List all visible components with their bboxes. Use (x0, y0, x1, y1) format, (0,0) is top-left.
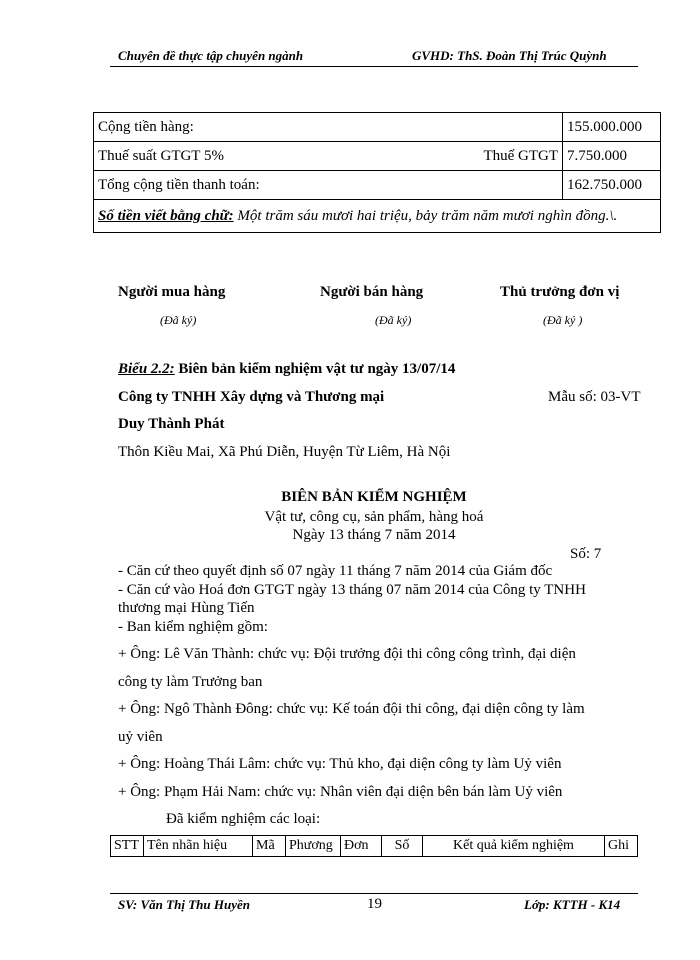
col-code: Mã (253, 836, 286, 857)
report-number: Số: 7 (570, 546, 602, 562)
signature-seller-note: (Đã ký) (375, 313, 412, 327)
header-right: GVHD: ThS. Đoàn Thị Trúc Quỳnh (412, 48, 607, 63)
vat-value: 7.750.000 (563, 142, 661, 171)
signature-buyer-note: (Đã ký) (160, 313, 197, 327)
amount-in-words-value: Một trăm sáu mươi hai triệu, bảy trăm năm mươi nghìn đồng.\. (233, 208, 618, 224)
footer-student: SV: Văn Thị Thu Huyền (118, 897, 250, 912)
company-address: Thôn Kiều Mai, Xã Phú Diễn, Huyện Từ Liêm, Hà Nội (118, 444, 451, 460)
inspection-table (110, 835, 638, 857)
amount-in-words-cell (94, 200, 661, 233)
signature-seller-title: Người bán hàng (320, 284, 424, 300)
vat-row (94, 142, 661, 171)
vat-label: Thuế GTGT (483, 147, 558, 164)
vat-cell (94, 142, 563, 171)
header-rule (110, 66, 638, 67)
total-label: Tổng cộng tiền thanh toán: (94, 171, 563, 200)
exhibit-heading (118, 361, 455, 378)
col-stt: STT (111, 836, 144, 857)
col-result: Kết quả kiểm nghiệm (423, 836, 605, 857)
signature-buyer-title: Người mua hàng (118, 284, 226, 300)
header-left: Chuyên đề thực tập chuyên ngành (118, 48, 304, 63)
member-2-line1: + Ông: Ngô Thành Đông: chức vụ: Kế toán đội thi công, đại diện công ty làm (118, 701, 585, 717)
vat-rate-label: Thuế suất GTGT 5% (98, 147, 224, 164)
report-title: BIÊN BẢN KIỂM NGHIỆM (281, 489, 467, 505)
invoice-summary-table (93, 112, 661, 233)
col-method: Phương (286, 836, 341, 857)
footer-rule (110, 893, 638, 894)
member-2-line2: uỷ viên (118, 729, 163, 745)
company-name-line2: Duy Thành Phát (118, 416, 225, 432)
col-unit: Đơn (341, 836, 382, 857)
basis-invoice-line1: - Căn cứ vào Hoá đơn GTGT ngày 13 tháng 07 năm 2014 của Công ty TNHH (118, 582, 586, 598)
subtotal-row (94, 113, 661, 142)
signature-head-title: Thủ trưởng đơn vị (500, 284, 620, 300)
signature-head-note: (Đã ký ) (543, 313, 583, 327)
inspected-items-heading: Đã kiểm nghiệm các loại: (166, 811, 321, 827)
basis-invoice-line2: thương mại Hùng Tiến (118, 600, 255, 616)
member-3: + Ông: Hoàng Thái Lâm: chức vụ: Thủ kho, đại diện công ty làm Uỷ viên (118, 756, 562, 772)
footer-class: Lớp: KTTH - K14 (524, 897, 621, 912)
member-4: + Ông: Phạm Hải Nam: chức vụ: Nhân viên đại diện bên bán làm Uỷ viên (118, 784, 563, 800)
committee-heading: - Ban kiểm nghiệm gồm: (118, 619, 268, 635)
form-number: Mẫu số: 03-VT (548, 389, 641, 405)
basis-decision: - Căn cứ theo quyết định số 07 ngày 11 tháng 7 năm 2014 của Giám đốc (118, 563, 553, 579)
total-row (94, 171, 661, 200)
exhibit-title: Biên bản kiểm nghiệm vật tư ngày 13/07/14 (174, 361, 456, 377)
company-name-line1: Công ty TNHH Xây dựng và Thương mại (118, 389, 385, 405)
page-number: 19 (367, 896, 382, 912)
subtotal-label: Cộng tiền hàng: (94, 113, 563, 142)
total-value: 162.750.000 (563, 171, 661, 200)
col-note: Ghi (605, 836, 638, 857)
member-1-line1: + Ông: Lê Văn Thành: chức vụ: Đội trưởng đội thi công công trình, đại diện (118, 646, 576, 662)
col-quantity: Số (382, 836, 423, 857)
report-date: Ngày 13 tháng 7 năm 2014 (292, 527, 456, 543)
report-subtitle: Vật tư, công cụ, sản phẩm, hàng hoá (264, 509, 484, 525)
amount-in-words-row (94, 200, 661, 233)
subtotal-value: 155.000.000 (563, 113, 661, 142)
inspection-table-header (111, 836, 638, 857)
amount-in-words-label: Số tiền viết bằng chữ: (98, 208, 234, 224)
exhibit-label: Biểu 2.2: (118, 361, 175, 377)
col-brand-name: Tên nhãn hiệu (144, 836, 253, 857)
member-1-line2: công ty làm Trưởng ban (118, 674, 263, 690)
